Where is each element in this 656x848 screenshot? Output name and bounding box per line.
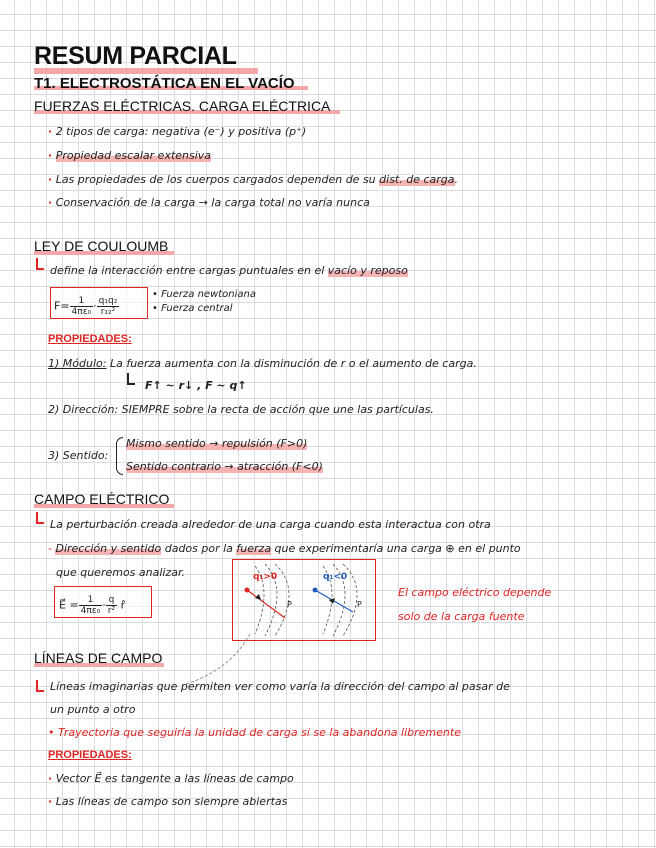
bullet-text: Las propiedades de los cuerpos cargados dependen de su [55, 173, 380, 186]
bullet-text: Conservación de la carga → la carga total no varía nunca [55, 196, 370, 209]
bullet-text: Propiedad escalar extensiva [55, 149, 212, 162]
formula-numerator: q [106, 595, 117, 606]
field-note-line1: El campo eléctrico depende [398, 586, 552, 599]
point-label: P [357, 600, 362, 609]
highlight-text: Dirección y sentido [55, 542, 162, 555]
field-formula-box [54, 586, 152, 618]
definition-part: define la interacción entre cargas puntuales en el [50, 264, 328, 277]
text-part: dados por la [161, 542, 237, 555]
field-diagram [232, 559, 376, 641]
topic-heading: T1. ELECTROSTÁTICA EN EL VACÍO [34, 75, 295, 92]
charge-label-positive: q₁>0 [253, 572, 278, 582]
point-label: P [287, 600, 292, 609]
list-item: · Propiedad escalar extensiva [48, 149, 212, 162]
formula-denominator: r₁₂² [100, 307, 116, 317]
brace [116, 437, 123, 475]
section1-heading: FUERZAS ELÉCTRICAS. CARGA ELÉCTRICA [34, 98, 331, 114]
direction-text: - Dirección y sentido dados por la fuerza que experimentaría una carga ⊕ en el punto [48, 542, 521, 555]
coulomb-formula-box [50, 287, 148, 319]
formula-lhs: E⃗ = [59, 598, 79, 612]
bullet-text: Vector E⃗ es tangente a las líneas de campo [55, 772, 294, 785]
arrow-icon [127, 373, 135, 385]
property-modulo [48, 357, 477, 370]
formula-lhs: F= [54, 299, 70, 313]
formula-numerator: 1 [70, 296, 94, 307]
sentido-text: Mismo sentido → repulsión (F>0) [126, 437, 308, 450]
direction-text-cont: que queremos analizar. [56, 566, 185, 579]
bullet-text: . [454, 173, 459, 186]
formula-unit-vector: r̂ [120, 598, 126, 612]
property-text: La fuerza aumenta con la disminución de r o el aumento de carga. [109, 357, 477, 370]
property-sub: F↑ ~ r↓ , F ~ q↑ [145, 379, 247, 392]
field-note-line2: solo de la carga fuente [398, 610, 525, 623]
highlight-text: dist. de carga [379, 173, 455, 186]
note-newtonian: • Fuerza newtoniana [152, 289, 256, 300]
list-item: · Las propiedades de los cuerpos cargados dependen de su dist. de carga. [48, 173, 459, 186]
list-item: · Vector E⃗ es tangente a las líneas de campo [48, 772, 294, 785]
highlight-text: vacío y reposo [327, 264, 408, 277]
list-item: · Las líneas de campo son siempre abiertas [48, 795, 288, 808]
definition-text: La perturbación creada alrededor de una carga cuando esta interactua con otra [50, 518, 491, 531]
definition-text [50, 264, 408, 277]
trajectory-note: • Trayectoria que seguiría la unidad de carga si se la abandona libremente [48, 726, 461, 739]
formula-numerator: q₁q₂ [98, 296, 118, 306]
note-central: • Fuerza central [152, 303, 233, 314]
bullet-text: 2 tipos de carga: negativa (e⁻) y positiva (p⁺) [55, 125, 307, 138]
bullet-text: Las líneas de campo son siempre abiertas [55, 795, 288, 808]
formula-denominator: r² [107, 606, 116, 616]
definition-text: Líneas imaginarias que permiten ver como varía la dirección del campo al pasar de [50, 680, 510, 693]
charge-label-negative: q₁<0 [323, 572, 348, 582]
list-item: · Conservación de la carga → la carga total no varía nunca [48, 196, 370, 209]
properties-label: PROPIEDADES: [48, 333, 132, 345]
property-direccion [48, 403, 434, 416]
text-part: que experimentaría una carga ⊕ en el punto [271, 542, 521, 555]
arrow-icon [36, 512, 44, 524]
field-formula: E⃗ = $\frac{1}{\text{4πε₀}}$ · $\frac{q}{\text{r²}}$ r̂ [59, 595, 126, 616]
formula-denominator: 4πε₀ [71, 307, 92, 317]
property-label: 2) Dirección: [48, 403, 119, 416]
definition-text-cont: un punto a otro [50, 703, 136, 716]
page-title: RESUM PARCIAL [34, 42, 237, 70]
coulomb-formula: F= $\frac{1}{\text{4πε₀}}$ · $\frac{\text{q₁q₂}}{\text{r₁₂²}}$ [54, 296, 118, 317]
property-sentido-label: 3) Sentido: [48, 449, 109, 462]
properties-label: PROPIEDADES: [48, 749, 132, 761]
formula-denominator: 4πε₀ [80, 606, 101, 616]
section4-heading: LÍNEAS DE CAMPO [34, 650, 163, 666]
section3-heading: CAMPO ELÉCTRICO [34, 491, 170, 507]
formula-numerator: 1 [79, 595, 103, 606]
sentido-text: Sentido contrario → atracción (F<0) [126, 460, 323, 473]
list-item: · 2 tipos de carga: negativa (e⁻) y positiva (p⁺) [48, 125, 307, 138]
sentido-option [126, 437, 307, 450]
arrow-icon [36, 680, 44, 692]
property-label: 1) Módulo: [48, 357, 107, 370]
sentido-option [126, 460, 323, 473]
arrow-icon [36, 258, 44, 270]
highlight-text: fuerza [236, 542, 272, 555]
property-text: SIEMPRE sobre la recta de acción que une las partículas. [121, 403, 434, 416]
section2-heading: LEY DE COULOUMB [34, 238, 169, 254]
